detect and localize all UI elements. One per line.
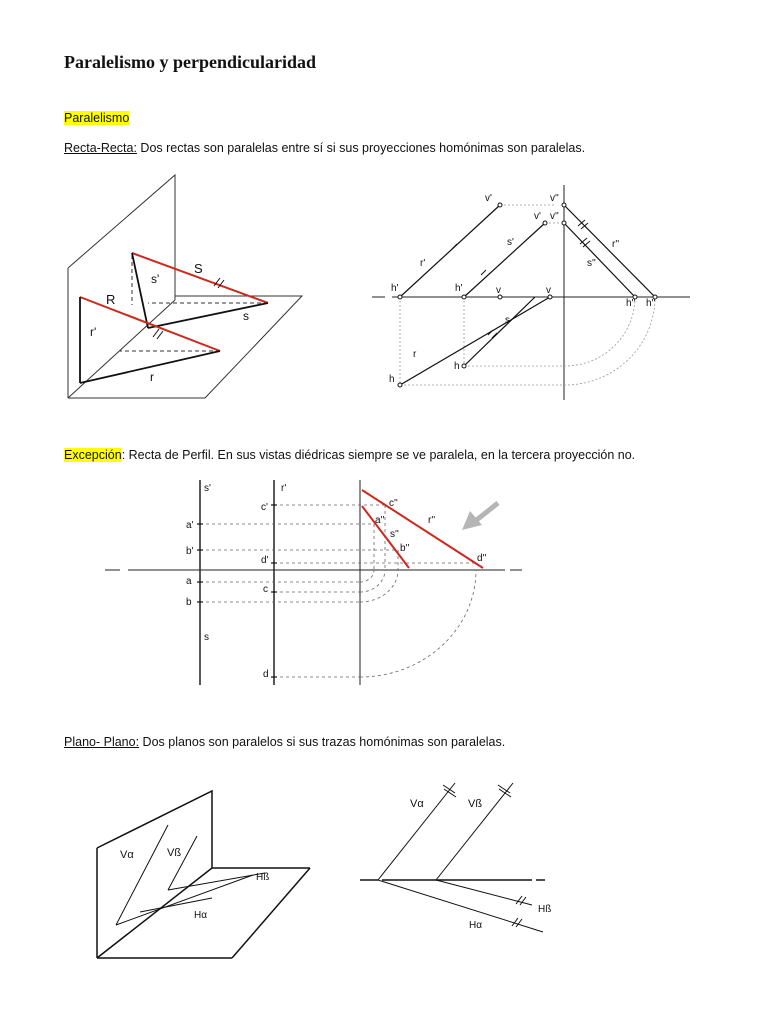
fig3-b-2prime: b''	[400, 543, 410, 554]
paralelismo-heading: Paralelismo	[64, 111, 130, 125]
fig3-a-2prime: a''	[375, 515, 385, 526]
fig2-s: s	[505, 315, 510, 326]
fig1-label-r-prime: r'	[90, 325, 97, 339]
fig3-a: a	[186, 576, 192, 587]
fig3-a-prime: a'	[186, 520, 194, 531]
fig2-h-2: h	[454, 361, 460, 372]
fig2-v-prime-1: v'	[485, 193, 492, 204]
fig1-label-S: S	[194, 261, 203, 276]
fig2-v-prime-2: v'	[534, 211, 541, 222]
fig2-v-2prime-2: v''	[550, 211, 559, 222]
plano-plano-lead: Plano- Plano:	[64, 735, 140, 749]
fig2-r-prime: r'	[420, 258, 426, 269]
excepcion-lead: Excepción	[64, 448, 122, 462]
fig1-label-s: s	[243, 309, 249, 323]
fig2-v-1: v	[496, 285, 501, 296]
fig2-h-2prime-2: h''	[646, 298, 656, 309]
fig2-h-prime-2: h'	[455, 283, 463, 294]
fig5-va: Vα	[410, 798, 424, 810]
fig4-vb: Vß	[167, 847, 182, 859]
fig4-hb: Hß	[256, 872, 270, 883]
fig3-d-2prime: d''	[477, 553, 487, 564]
excepcion-text: : Recta de Perfil. En sus vistas diédricas siempre se ve paralela, en la tercera proyección no.	[121, 448, 636, 462]
fig2-h-prime-1: h'	[391, 283, 399, 294]
fig3-b-prime: b'	[186, 546, 194, 557]
fig4-va: Vα	[120, 849, 134, 861]
fig3-d: d	[263, 669, 269, 680]
fig2-s-2prime: s''	[587, 258, 596, 269]
plano-plano-text: Dos planos son paralelos si sus trazas homónimas son paralelas.	[139, 735, 506, 749]
fig2-r: r	[413, 349, 417, 360]
fig3-r-2prime: r''	[428, 515, 436, 526]
fig2-s-prime: s'	[507, 237, 514, 248]
fig3-b: b	[186, 597, 192, 608]
fig5-hb: Hß	[538, 904, 552, 915]
fig2-v-2: v	[546, 285, 551, 296]
fig5-vb: Vß	[468, 798, 483, 810]
fig3-s: s	[204, 632, 209, 643]
fig1-label-r: r	[150, 370, 154, 384]
fig4-ha: Hα	[194, 910, 208, 921]
fig5-ha: Hα	[469, 920, 483, 931]
fig1-label-s-prime: s'	[151, 272, 160, 286]
fig3-c-prime: c'	[261, 502, 268, 513]
fig2-h-2prime-1: h''	[626, 298, 636, 309]
fig1-label-R: R	[106, 292, 116, 307]
fig3-r-prime: r'	[281, 483, 287, 494]
fig2-h-1: h	[389, 374, 395, 385]
fig2-v-2prime-1: v''	[550, 193, 559, 204]
fig3-c-2prime: c''	[389, 498, 398, 509]
page-title: Paralelismo y perpendicularidad	[64, 52, 316, 72]
fig2-r-2prime: r''	[612, 239, 620, 250]
fig3-s-prime: s'	[204, 483, 211, 494]
recta-recta-text: Dos rectas son paralelas entre sí si sus proyecciones homónimas son paralelas.	[136, 141, 586, 155]
fig3-c: c	[263, 584, 268, 595]
fig3-d-prime: d'	[261, 555, 269, 566]
fig3-s-2prime: s''	[390, 529, 399, 540]
recta-recta-lead: Recta-Recta:	[64, 141, 137, 155]
